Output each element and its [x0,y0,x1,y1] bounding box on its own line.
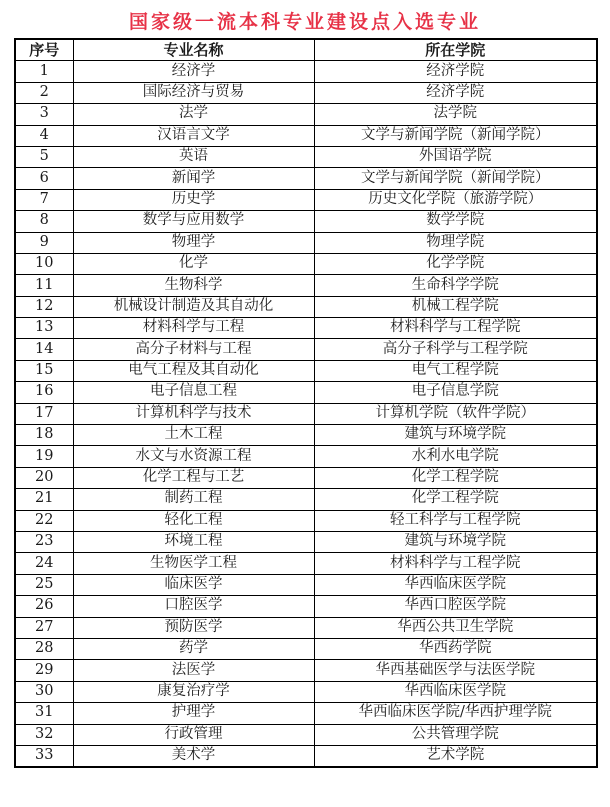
major-name-cell: 康复治疗学 [73,681,314,702]
major-name-cell: 物理学 [73,232,314,253]
table-row [15,82,597,103]
major-name-cell: 化学工程与工艺 [73,467,314,488]
college-name-cell: 艺术学院 [314,745,597,767]
row-number-cell: 12 [15,296,73,317]
major-name-cell: 预防医学 [73,617,314,638]
table-row [15,681,597,702]
table-row [15,275,597,296]
table-row [15,382,597,403]
page-title: 国家级一流本科专业建设点入选专业 [128,11,481,33]
row-number-cell: 25 [15,574,73,595]
college-name-cell: 历史文化学院（旅游学院） [314,189,597,210]
row-number-cell: 13 [15,318,73,339]
college-name-cell: 化学学院 [314,253,597,274]
college-name-cell: 文学与新闻学院（新闻学院） [314,168,597,189]
college-name-cell: 高分子科学与工程学院 [314,339,597,360]
major-name-cell: 数学与应用数学 [73,211,314,232]
table-row [15,232,597,253]
major-name-cell: 化学 [73,253,314,274]
major-name-cell: 水文与水资源工程 [73,446,314,467]
college-name-cell: 华西药学院 [314,638,597,659]
row-number-cell: 20 [15,467,73,488]
college-name-cell: 华西口腔医学院 [314,596,597,617]
table-row [15,296,597,317]
college-name-cell: 法学院 [314,104,597,125]
row-number-cell: 31 [15,703,73,724]
college-name-cell: 机械工程学院 [314,296,597,317]
row-number-cell: 27 [15,617,73,638]
row-number-cell: 23 [15,531,73,552]
row-number-cell: 28 [15,638,73,659]
college-name-cell: 华西临床医学院 [314,681,597,702]
major-name-cell: 环境工程 [73,531,314,552]
major-name-cell: 经济学 [73,61,314,82]
row-number-cell: 10 [15,253,73,274]
table-row [15,724,597,745]
college-name-cell: 化学工程学院 [314,467,597,488]
row-number-cell: 18 [15,425,73,446]
row-number-cell: 5 [15,146,73,167]
table-row [15,318,597,339]
college-name-cell: 建筑与环境学院 [314,531,597,552]
major-name-cell: 生物科学 [73,275,314,296]
college-name-cell: 物理学院 [314,232,597,253]
major-name-cell: 生物医学工程 [73,553,314,574]
row-number-cell: 16 [15,382,73,403]
row-number-cell: 4 [15,125,73,146]
college-name-cell: 材料科学与工程学院 [314,553,597,574]
majors-table [14,38,598,768]
table-row [15,617,597,638]
table-row [15,168,597,189]
major-name-cell: 电气工程及其自动化 [73,360,314,381]
college-name-cell: 建筑与环境学院 [314,425,597,446]
college-name-cell: 计算机学院（软件学院） [314,403,597,424]
major-name-cell: 英语 [73,146,314,167]
college-name-cell: 华西临床医学院/华西护理学院 [314,703,597,724]
row-number-cell: 11 [15,275,73,296]
row-number-cell: 15 [15,360,73,381]
college-name-cell: 华西公共卫生学院 [314,617,597,638]
major-name-cell: 高分子材料与工程 [73,339,314,360]
college-name-cell: 数学学院 [314,211,597,232]
table-row [15,596,597,617]
college-name-cell: 经济学院 [314,82,597,103]
college-name-cell: 外国语学院 [314,146,597,167]
table-row [15,146,597,167]
table-row [15,638,597,659]
row-number-cell: 8 [15,211,73,232]
column-header-college: 所在学院 [314,39,597,61]
major-name-cell: 新闻学 [73,168,314,189]
college-name-cell: 华西临床医学院 [314,574,597,595]
major-name-cell: 临床医学 [73,574,314,595]
table-row [15,703,597,724]
major-name-cell: 法学 [73,104,314,125]
major-name-cell: 历史学 [73,189,314,210]
table-row [15,125,597,146]
column-header-major: 专业名称 [73,39,314,61]
table-row [15,211,597,232]
table-row [15,553,597,574]
major-name-cell: 国际经济与贸易 [73,82,314,103]
major-name-cell: 口腔医学 [73,596,314,617]
table-row [15,510,597,531]
row-number-cell: 22 [15,510,73,531]
table-row [15,253,597,274]
row-number-cell: 9 [15,232,73,253]
table-header-row [15,39,597,61]
major-name-cell: 轻化工程 [73,510,314,531]
row-number-cell: 30 [15,681,73,702]
major-name-cell: 制药工程 [73,489,314,510]
major-name-cell: 药学 [73,638,314,659]
major-name-cell: 土木工程 [73,425,314,446]
major-name-cell: 行政管理 [73,724,314,745]
college-name-cell: 轻工科学与工程学院 [314,510,597,531]
college-name-cell: 水利水电学院 [314,446,597,467]
row-number-cell: 29 [15,660,73,681]
major-name-cell: 法医学 [73,660,314,681]
table-row [15,489,597,510]
college-name-cell: 材料科学与工程学院 [314,318,597,339]
major-name-cell: 机械设计制造及其自动化 [73,296,314,317]
table-header [15,39,597,61]
row-number-cell: 6 [15,168,73,189]
major-name-cell: 汉语言文学 [73,125,314,146]
row-number-cell: 14 [15,339,73,360]
table-row [15,467,597,488]
row-number-cell: 17 [15,403,73,424]
row-number-cell: 33 [15,745,73,767]
major-name-cell: 美术学 [73,745,314,767]
college-name-cell: 文学与新闻学院（新闻学院） [314,125,597,146]
row-number-cell: 7 [15,189,73,210]
major-name-cell: 电子信息工程 [73,382,314,403]
column-header-no: 序号 [15,39,73,61]
major-name-cell: 计算机科学与技术 [73,403,314,424]
college-name-cell: 电子信息学院 [314,382,597,403]
row-number-cell: 2 [15,82,73,103]
row-number-cell: 19 [15,446,73,467]
row-number-cell: 3 [15,104,73,125]
table-row [15,531,597,552]
row-number-cell: 26 [15,596,73,617]
table-row [15,574,597,595]
table-row [15,360,597,381]
major-name-cell: 材料科学与工程 [73,318,314,339]
college-name-cell: 华西基础医学与法医学院 [314,660,597,681]
row-number-cell: 24 [15,553,73,574]
table-row [15,745,597,767]
college-name-cell: 生命科学学院 [314,275,597,296]
table-row [15,660,597,681]
table-row [15,446,597,467]
row-number-cell: 1 [15,61,73,82]
college-name-cell: 经济学院 [314,61,597,82]
college-name-cell: 化学工程学院 [314,489,597,510]
table-row [15,425,597,446]
major-name-cell: 护理学 [73,703,314,724]
table-row [15,104,597,125]
college-name-cell: 公共管理学院 [314,724,597,745]
table-body [15,61,597,767]
college-name-cell: 电气工程学院 [314,360,597,381]
table-row [15,403,597,424]
table-row [15,61,597,82]
row-number-cell: 21 [15,489,73,510]
table-row [15,339,597,360]
row-number-cell: 32 [15,724,73,745]
table-row [15,189,597,210]
